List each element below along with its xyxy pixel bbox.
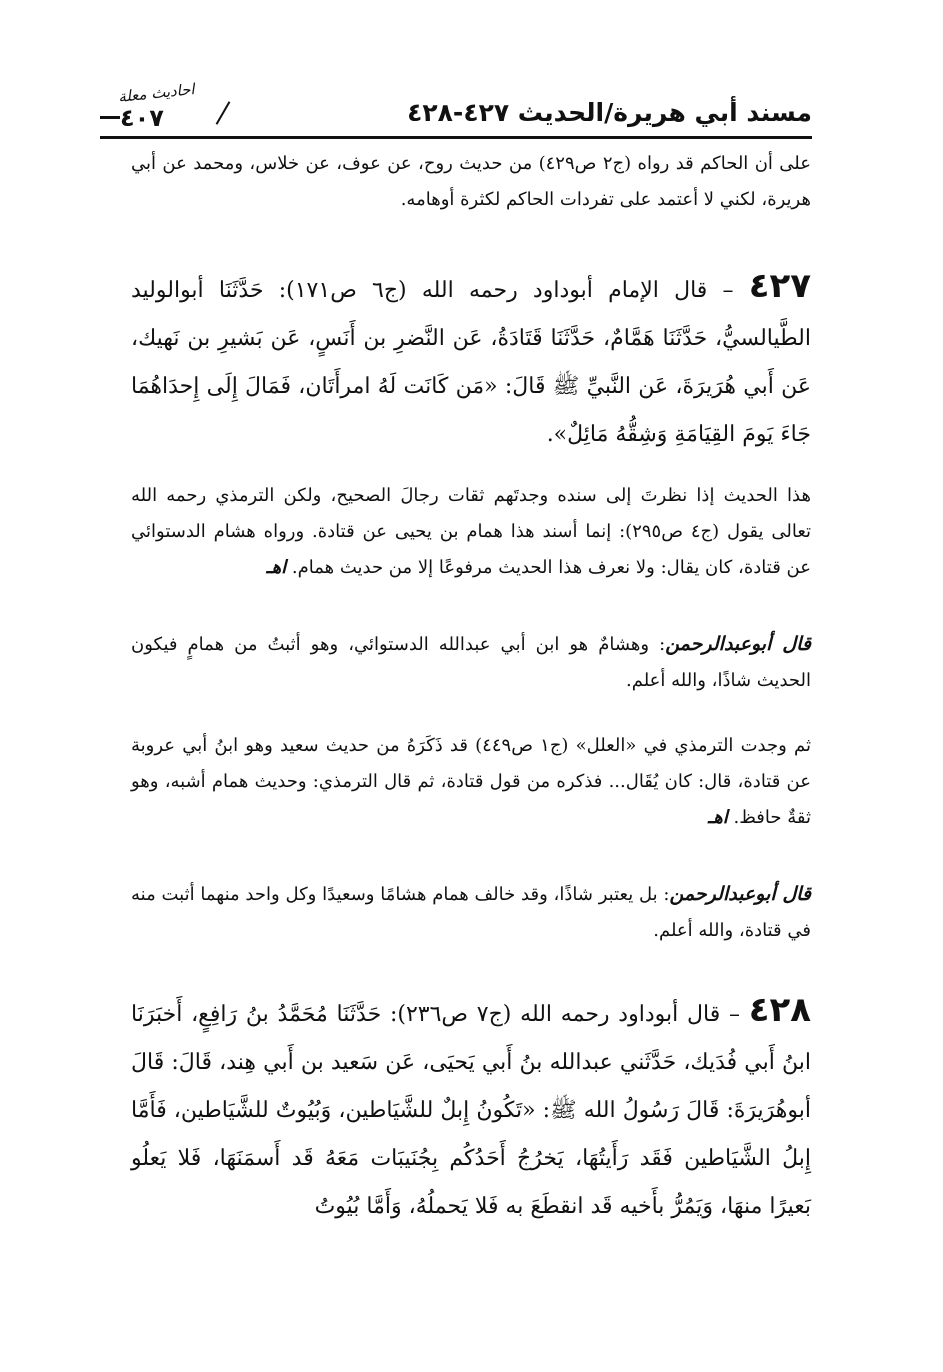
author-note: [131, 876, 811, 949]
handwritten-slash: [216, 101, 231, 125]
header-rule: [212, 136, 812, 139]
author-note: [131, 626, 811, 699]
page-number: ٤٠٧: [120, 104, 164, 132]
paragraph-text: هذا الحديث إذا نظرتَ إلى سنده وجدتَهم ثقات رجالَ الصحيح، ولكن الترمذي رحمه الله تعالى يقول (ج٤ ص٢٩٥): إنما أسند هذا همام بن يحيى عن قتادة. ورواه هشام الدستوائي عن قتادة، كان يقال: ولا نعرف هذا الحديث مرفوعًا إلا من حديث همام.: [131, 485, 812, 578]
commentary-paragraph: [131, 728, 811, 836]
paragraph-text: : بل يعتبر شاذًا، وقد خالف همام هشامًا وسعيدًا وكل واحد منهما أثبت منه في قتادة، والله أعلم.: [131, 884, 811, 941]
hadith-number: ٤٢٧: [748, 266, 812, 306]
commentary-paragraph: [131, 478, 811, 586]
page-number-area: [100, 80, 210, 140]
paragraph-intro: [131, 146, 811, 218]
hadith-text: – قال أبوداود رحمه الله (ج٧ ص٢٣٦): حَدَّثَنَا مُحَمَّدُ بنُ رَافِعٍ، أَخبَرَنَا ابنُ أَبي فُدَيك، حَدَّثَني عبدالله بنُ أَبي يَحيَى، عَن سَعيد بن أَبي هِند، قَالَ: قَالَ أبوهُرَيرَةَ: قَالَ رَسُولُ الله ﷺ: «تَكُونُ إِبلٌ للشَّيَاطين، وَبُيُوتٌ للشَّيَاطين، فَأَمَّا إِبلُ الشَّيَاطين فَقَد رَأَيتُهَا، يَخرُجُ أَحَدُكُم بِجُنَيبَات مَعَهُ قَد أَسمَنَهَا، فَلا يَعلُو بَعيرًا منهَا، وَيَمُرُّ بأَخيه قَد انقطَعَ به فَلا يَحملُهُ، وَأَمَّا بُيُوتُ: [131, 1002, 811, 1219]
paragraph-text: : وهشامٌ هو ابن أبي عبدالله الدستوائي، وهو أثبتُ من همامٍ فيكون الحديث شاذًا، والله أعلم.: [131, 634, 811, 691]
page-number-rule: [100, 136, 220, 139]
hadith-text: – قال الإمام أبوداود رحمه الله (ج٦ ص١٧١): حَدَّثَنَا أبوالوليد الطَّيالسيُّ، حَدَّثَنَا هَمَّامٌ، حَدَّثَنَا قَتَادَةُ، عَن النَّضرِ بن أَنَسٍ، عَن بَشيرِ بن نَهيك، عَن أَبي هُرَيرَةَ، عَن النَّبيِّ ﷺ قَالَ: «مَن كَانَت لَهُ امرأَتَان، فَمَالَ إِلَى إِحدَاهُمَا جَاءَ يَومَ القِيَامَةِ وَشِقُّهُ مَائِلٌ».: [131, 278, 811, 447]
end-marker: اهـ: [707, 807, 728, 828]
running-title: مسند أبي هريرة/الحديث ٤٢٧-٤٢٨: [407, 98, 812, 127]
handwritten-note: احاديث معلة: [117, 80, 196, 106]
paragraph-text: على أن الحاكم قد رواه (ج٢ ص٤٢٩) من حديث روح، عن عوف، عن خلاس، ومحمد عن أبي هريرة، لكني لا أعتمد على تفردات الحاكم لكثرة أوهامه.: [131, 153, 811, 210]
hadith-427: [131, 262, 811, 459]
author-signature: قال أبوعبدالرحمن: [669, 883, 812, 905]
hadith-number: ٤٢٨: [748, 990, 812, 1030]
author-signature: قال أبوعبدالرحمن: [665, 633, 811, 655]
end-marker: اهـ: [266, 557, 287, 578]
hadith-428: [131, 986, 811, 1231]
dash-mark: [100, 116, 120, 119]
paragraph-text: ثم وجدت الترمذي في «العلل» (ج١ ص٤٤٩) قد ذَكَرَهُ من حديث سعيد وهو ابنُ أبي عروبة عن قتادة، قال: كان يُقَال... فذكره من قول قتادة، ثم قال الترمذي: وحديث همام أشبه، وهو ثقةٌ حافظ.: [131, 735, 811, 828]
page-header: [100, 78, 812, 140]
